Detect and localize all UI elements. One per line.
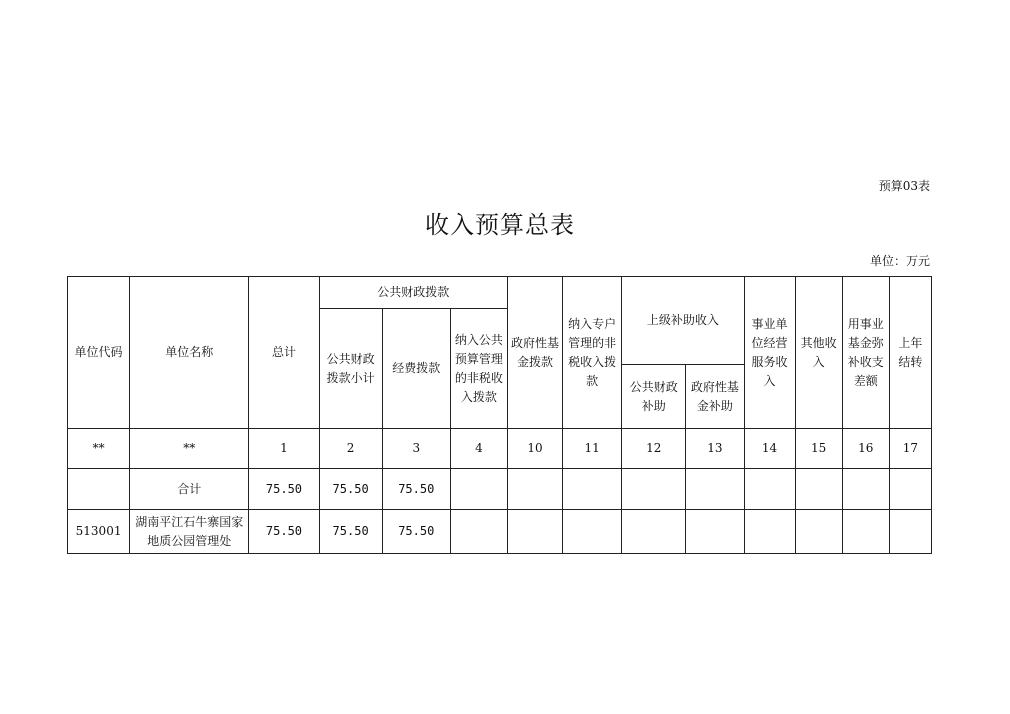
total-value-cell [507, 469, 562, 510]
header-special-non-tax: 纳入专户管理的非税收入拨款 [563, 277, 622, 429]
value-cell [450, 510, 507, 554]
header-operating-appropriation: 经费拨款 [382, 309, 450, 429]
value-cell [686, 510, 744, 554]
index-cell: 17 [889, 429, 931, 469]
value-cell [795, 510, 842, 554]
header-superior-government-fund: 政府性基金补助 [686, 365, 744, 429]
index-cell: 12 [622, 429, 686, 469]
header-fund-balance-offset: 用事业基金弥补收支差额 [842, 277, 889, 429]
index-cell: 13 [686, 429, 744, 469]
index-cell: 10 [507, 429, 562, 469]
header-superior-subsidy: 上级补助收入 [622, 277, 744, 365]
total-value-cell [795, 469, 842, 510]
header-non-tax-income: 纳入公共预算管理的非税收入拨款 [450, 309, 507, 429]
unit-code-cell: 513001 [68, 510, 130, 554]
page-title: 收入预算总表 [425, 211, 575, 239]
income-budget-table [67, 276, 932, 554]
total-value-cell [744, 469, 795, 510]
total-code-cell [68, 469, 130, 510]
index-cell: 11 [563, 429, 622, 469]
index-cell: ** [130, 429, 249, 469]
unit-name-cell: 湖南平江石牛寨国家地质公园管理处 [130, 510, 249, 554]
total-value-cell [842, 469, 889, 510]
header-business-service-income: 事业单位经营服务收入 [744, 277, 795, 429]
total-value-cell [563, 469, 622, 510]
index-cell: 3 [382, 429, 450, 469]
value-cell [507, 510, 562, 554]
header-government-fund: 政府性基金拨款 [507, 277, 562, 429]
total-value-cell [889, 469, 931, 510]
header-unit-name: 单位名称 [130, 277, 249, 429]
header-other-income: 其他收入 [795, 277, 842, 429]
index-cell: 14 [744, 429, 795, 469]
value-cell: 75.50 [319, 510, 382, 554]
total-value-cell [450, 469, 507, 510]
header-total: 总计 [249, 277, 319, 429]
table-row [68, 510, 932, 554]
header-public-finance-subtotal: 公共财政拨款小计 [319, 309, 382, 429]
value-cell [744, 510, 795, 554]
header-superior-public-finance: 公共财政补助 [622, 365, 686, 429]
form-number: 预算03表 [878, 179, 930, 193]
value-cell [842, 510, 889, 554]
total-value-cell [622, 469, 686, 510]
total-name-cell: 合计 [130, 469, 249, 510]
total-row [68, 469, 932, 510]
index-cell: 4 [450, 429, 507, 469]
header-public-finance: 公共财政拨款 [319, 277, 507, 309]
value-cell: 75.50 [249, 510, 319, 554]
index-cell: 1 [249, 429, 319, 469]
value-cell [889, 510, 931, 554]
header-prior-year-carryover: 上年结转 [889, 277, 931, 429]
value-cell: 75.50 [382, 510, 450, 554]
index-cell: 2 [319, 429, 382, 469]
value-cell [563, 510, 622, 554]
total-value-cell: 75.50 [319, 469, 382, 510]
index-cell: 16 [842, 429, 889, 469]
value-cell [622, 510, 686, 554]
total-value-cell: 75.50 [249, 469, 319, 510]
index-row [68, 429, 932, 469]
total-value-cell [686, 469, 744, 510]
index-cell: 15 [795, 429, 842, 469]
total-value-cell: 75.50 [382, 469, 450, 510]
index-cell: ** [68, 429, 130, 469]
header-unit-code: 单位代码 [68, 277, 130, 429]
unit-label: 单位：万元 [869, 254, 930, 268]
